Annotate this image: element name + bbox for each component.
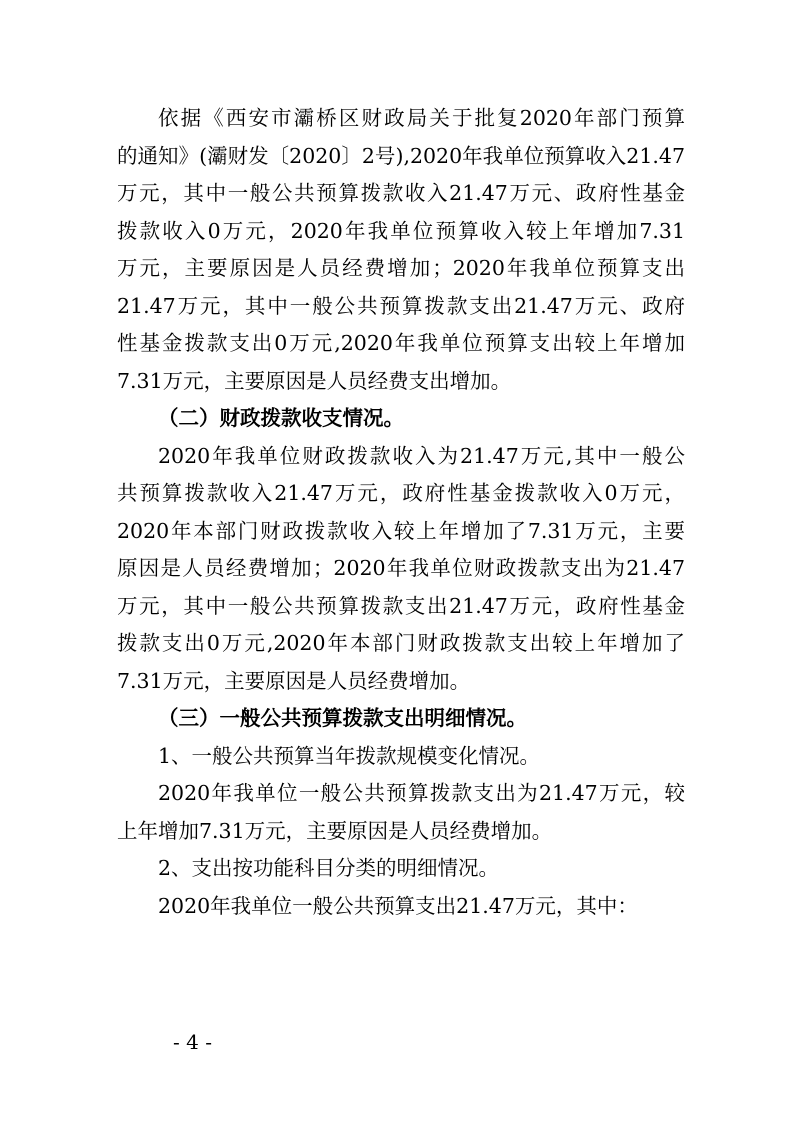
section-heading: （二）财政拨款收支情况。: [158, 406, 404, 430]
paragraph-line: 上年增加7.31万元，主要原因是人员经费增加。: [117, 818, 553, 843]
paragraph-line: 1、一般公共预算当年拨款规模变化情况。: [158, 743, 541, 768]
paragraph-line: 万元，主要原因是人员经费增加；2020年我单位预算支出: [117, 256, 685, 280]
paragraph-line: 万元，其中一般公共预算拨款支出21.47万元，政府性基金: [117, 593, 685, 618]
paragraph-line: 2020年本部门财政拨款收入较上年增加了7.31万元，主要: [117, 518, 685, 543]
paragraph-line: 2020年我单位财政拨款收入为21.47万元,其中一般公: [158, 443, 685, 468]
paragraph-line: 原因是人员经费增加；2020年我单位财政拨款支出为21.47: [117, 556, 685, 580]
paragraph-line: 的通知》(灞财发〔2020〕2号),2020年我单位预算收入21.47: [117, 143, 685, 168]
paragraph-line: 拨款收入0万元，2020年我单位预算收入较上年增加7.31: [117, 218, 685, 243]
paragraph-line: 万元，其中一般公共预算拨款收入21.47万元、政府性基金: [117, 181, 685, 205]
paragraph-line: 2020年我单位一般公共预算支出21.47万元，其中：: [158, 893, 638, 918]
paragraph-line: 性基金拨款支出0万元,2020年我单位预算支出较上年增加: [117, 331, 685, 355]
paragraph-line: 依据《西安市灞桥区财政局关于批复2020年部门预算: [158, 106, 685, 130]
paragraph-line: 2020年我单位一般公共预算拨款支出为21.47万元，较: [158, 781, 685, 805]
paragraph-line: 7.31万元，主要原因是人员经费支出增加。: [117, 368, 512, 393]
paragraph-line: 7.31万元，主要原因是人员经费增加。: [117, 668, 471, 693]
paragraph-line: 拨款支出0万元,2020年本部门财政拨款支出较上年增加了: [117, 631, 685, 655]
section-heading: （三）一般公共预算拨款支出明细情况。: [158, 706, 527, 730]
paragraph-line: 共预算拨款收入21.47万元，政府性基金拨款收入0万元，: [117, 481, 685, 505]
paragraph-line: 2、支出按功能科目分类的明细情况。: [158, 856, 500, 880]
paragraph-line: 21.47万元，其中一般公共预算拨款支出21.47万元、政府: [117, 293, 685, 318]
page-number: - 4 -: [173, 1030, 212, 1054]
document-body: [117, 100, 685, 925]
